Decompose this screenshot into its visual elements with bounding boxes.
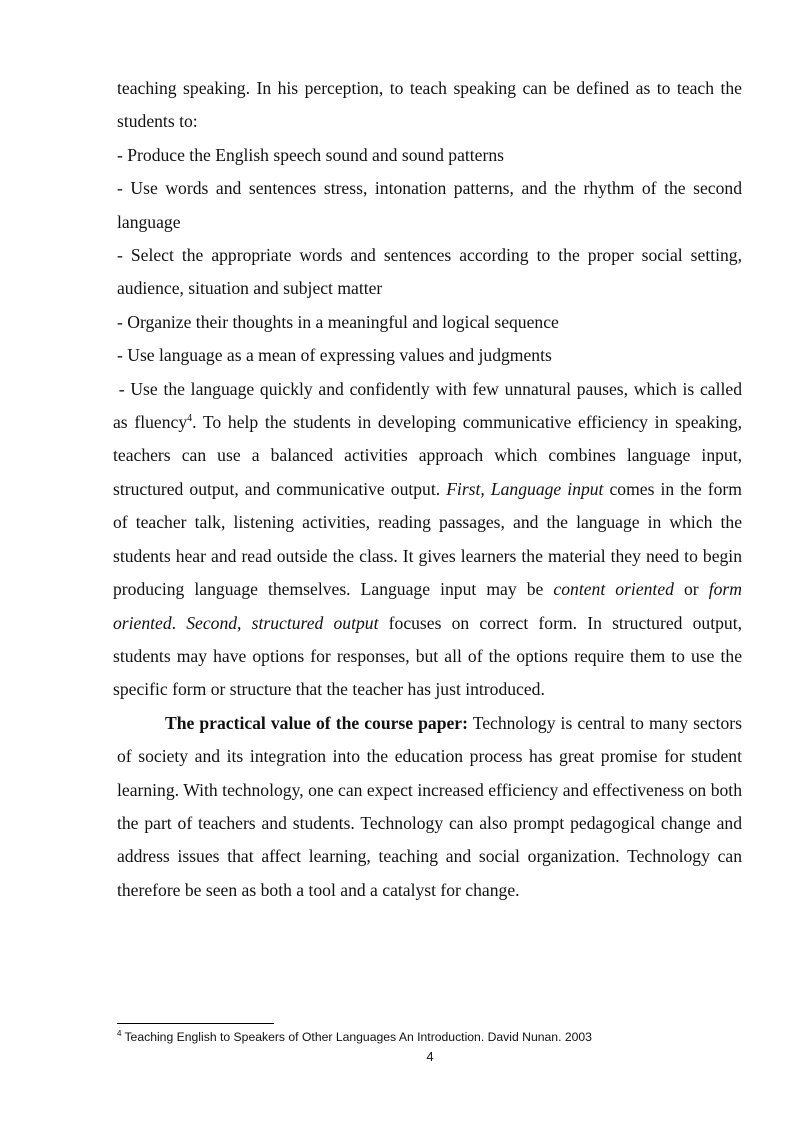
list-item: - Select the appropriate words and sentences according to the proper social setting, audience, situation and subject matter [117,245,742,299]
list-item: - Use words and sentences stress, intonation patterns, and the rhythm of the second language [117,178,742,232]
paragraph-fluency [113,373,742,707]
paragraph-text: focuses on correct form. In structured output, students may have options for responses, but all of the options require them to use the specific form or structure that the teacher has just introduced. [113,612,742,700]
paragraph-text: or [673,579,709,600]
footnote-reference[interactable]: 4 [187,413,193,425]
paragraph-intro: teaching speaking. In his perception, to teach speaking can be defined as to teach the students to: [117,78,742,132]
footnote [117,1030,742,1044]
list-item: - Organize their thoughts in a meaningful and logical sequence [117,311,559,332]
paragraph-text: Technology is central to many sectors of society and its integration into the education process has great promise for student learning. With technology, one can expect increased efficiency and effectiveness on both the part of teachers and students. Technology can also prompt pedagogical change and address issues that affect learning, teaching and social organization. Technology can therefore be seen as both a tool and a catalyst for change. [117,712,742,900]
page-number: 4 [426,1049,434,1064]
section-heading-inline: The practical value of the course paper: [165,712,468,733]
fluency-text: - Use the language quickly and confidently with few unnatural pauses, which is called as fluency [113,378,742,433]
paragraph-text: . [171,612,187,633]
list-item: - Produce the English speech sound and sound patterns [117,144,504,165]
list-item: - Use language as a mean of expressing values and judgments [117,345,552,366]
body-text [113,72,743,907]
footnote-text: Teaching English to Speakers of Other Languages An Introduction. David Nunan. 2003 [124,1030,592,1044]
italic-term: form oriented [113,579,742,633]
paragraph-practical-value [117,707,742,907]
paragraph-text: comes in the form of teacher talk, listening activities, reading passages, and the language in which the students hear and read outside the class. It gives learners the material they need to begin producing language themselves. Language input may be [113,478,742,600]
italic-term: content oriented [553,579,674,600]
italic-term: Second, structured output [186,612,379,633]
footnote-number: 4 [117,1028,122,1038]
italic-term: First, Language input [446,478,604,499]
paragraph-text: . To help the students in developing communicative efficiency in speaking, teachers can use a balanced activities approach which combines language input, structured output, and communicative output. [113,412,743,499]
footnote-separator [117,1023,274,1024]
